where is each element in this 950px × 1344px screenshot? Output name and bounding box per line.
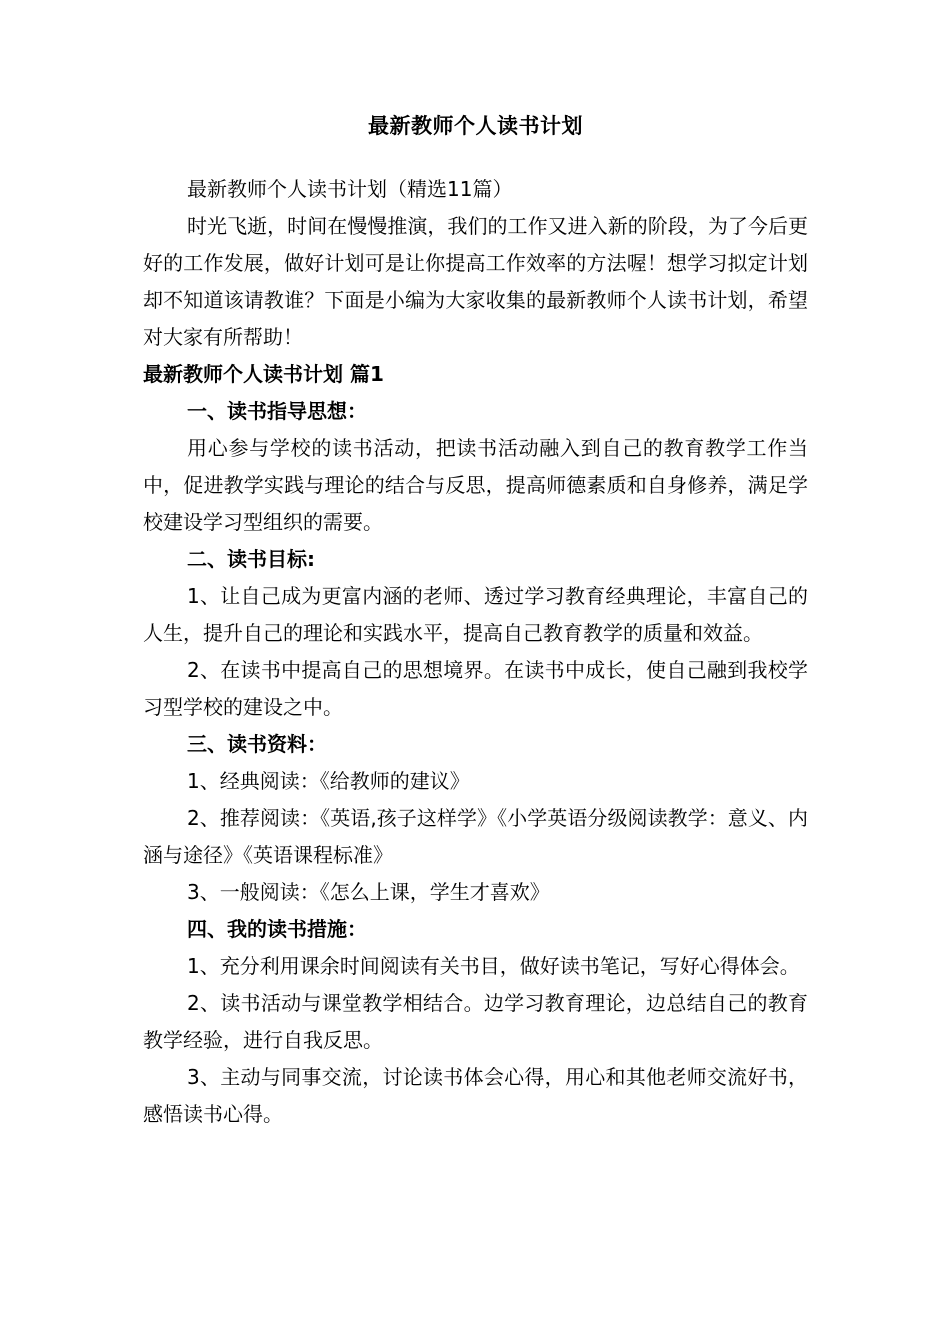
paragraph-goal-1: 1、让自己成为更富内涵的老师、透过学习教育经典理论，丰富自己的人生，提升自己的理论和实践水平，提高自己教育教学的质量和效益。 bbox=[143, 584, 808, 645]
paragraph-material-3: 3、一般阅读：《怎么上课，学生才喜欢》 bbox=[187, 880, 550, 904]
document-title: 最新教师个人读书计划 bbox=[368, 114, 583, 138]
heading-reading-materials: 三、读书资料： bbox=[187, 732, 327, 756]
paragraph-goal-2: 2、在读书中提高自己的思想境界。在读书中成长，使自己融到我校学习型学校的建设之中。 bbox=[143, 658, 808, 719]
heading-reading-measures: 四、我的读书措施： bbox=[187, 917, 367, 941]
document-subtitle: 最新教师个人读书计划（精选11篇） bbox=[187, 177, 513, 201]
paragraph-guiding-thought: 用心参与学校的读书活动，把读书活动融入到自己的教育教学工作当中，促进教学实践与理论的结合与反思，提高师德素质和自身修养，满足学校建设学习型组织的需要。 bbox=[143, 436, 808, 534]
heading-guiding-thought: 一、读书指导思想： bbox=[187, 399, 367, 423]
document-page bbox=[143, 108, 808, 1133]
paragraph-measure-1: 1、充分利用课余时间阅读有关书目，做好读书笔记，写好心得体会。 bbox=[187, 954, 800, 978]
paragraph-material-1: 1、经典阅读：《给教师的建议》 bbox=[187, 769, 470, 793]
paragraph-measure-2: 2、读书活动与课堂教学相结合。边学习教育理论，边总结自己的教育教学经验，进行自我反思。 bbox=[143, 991, 808, 1052]
intro-paragraph: 时光飞逝，时间在慢慢推演，我们的工作又进入新的阶段，为了今后更好的工作发展，做好计划可是让你提高工作效率的方法喔！想学习拟定计划却不知道该请教谁？下面是小编为大家收集的最新教师个人读书计划，希望对大家有所帮助！ bbox=[143, 214, 808, 349]
section-title: 最新教师个人读书计划 篇1 bbox=[143, 362, 384, 386]
heading-reading-goals: 二、读书目标: bbox=[187, 547, 315, 571]
paragraph-measure-3: 3、主动与同事交流，讨论读书体会心得，用心和其他老师交流好书，感悟读书心得。 bbox=[143, 1065, 808, 1126]
paragraph-material-2: 2、推荐阅读：《英语,孩子这样学》《小学英语分级阅读教学：意义、内涵与途径》《英语课程标准》 bbox=[143, 806, 808, 867]
